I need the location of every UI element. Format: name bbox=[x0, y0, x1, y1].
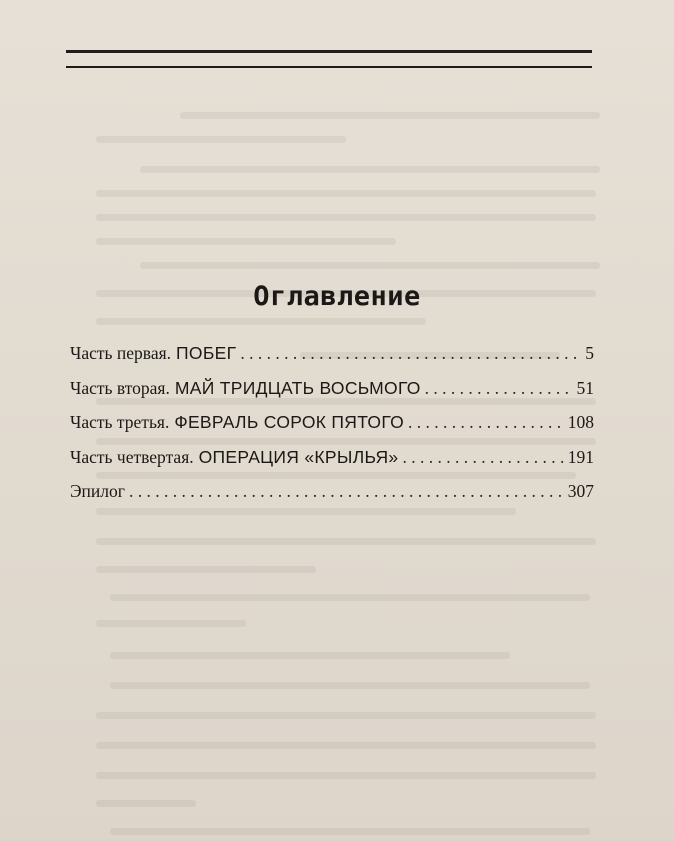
toc-entry-title: ОПЕРАЦИЯ «КРЫЛЬЯ» bbox=[198, 446, 399, 467]
toc-entry-title: Эпилог bbox=[70, 481, 125, 501]
toc-entry-title: ФЕВРАЛЬ СОРОК ПЯТОГО bbox=[174, 412, 405, 432]
header-rule-top bbox=[66, 50, 592, 53]
toc-entry bbox=[70, 447, 594, 482]
toc-entry-part: Часть первая. bbox=[70, 343, 172, 363]
table-of-contents bbox=[70, 343, 594, 516]
header-rule-bottom bbox=[66, 66, 592, 68]
toc-entry bbox=[70, 412, 594, 447]
toc-entry-title: МАЙ ТРИДЦАТЬ ВОСЬМОГО bbox=[174, 377, 421, 398]
toc-entry-part: Часть четвертая. bbox=[70, 446, 194, 467]
toc-entry-page: 108 bbox=[567, 412, 594, 432]
toc-entry-part: Часть третья. bbox=[70, 412, 170, 432]
toc-entry-title: ПОБЕГ bbox=[176, 343, 237, 363]
dot-leader bbox=[402, 447, 563, 467]
toc-entry-part: Часть вторая. bbox=[70, 377, 170, 398]
toc-entry-page: 307 bbox=[567, 481, 594, 501]
toc-entry bbox=[70, 481, 594, 516]
toc-entry bbox=[70, 343, 594, 378]
toc-entry bbox=[70, 378, 594, 413]
toc-entry-page: 191 bbox=[567, 446, 594, 467]
dot-leader bbox=[408, 412, 564, 432]
toc-entry-page: 5 bbox=[585, 343, 594, 363]
page-title: Оглавление bbox=[253, 281, 421, 312]
dot-leader bbox=[240, 343, 581, 363]
dot-leader bbox=[425, 378, 573, 398]
toc-entry-page: 51 bbox=[576, 377, 594, 398]
dot-leader bbox=[129, 481, 564, 501]
